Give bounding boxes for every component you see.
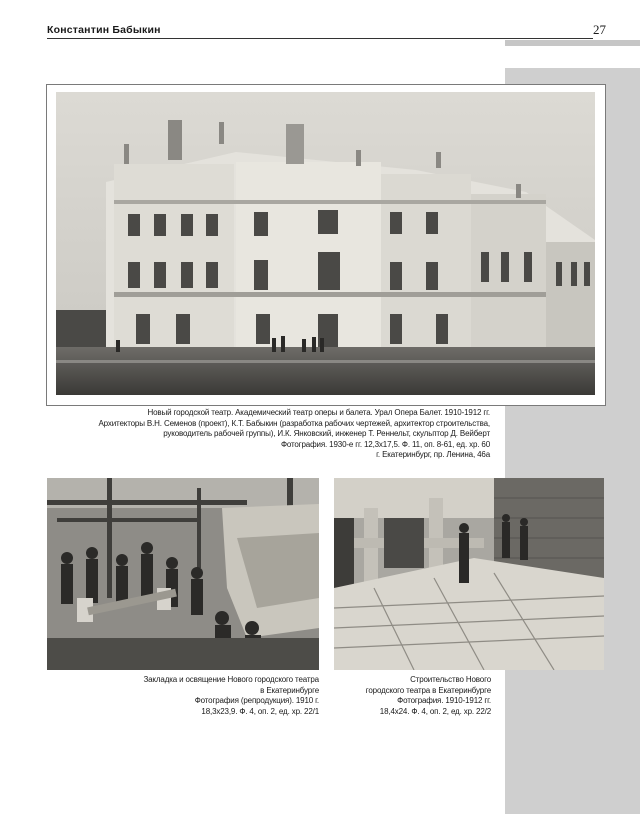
main-photo-caption	[60, 408, 490, 461]
page-number: 27	[593, 22, 606, 37]
left-photo-caption	[47, 675, 319, 717]
right-photo-caption	[334, 675, 491, 717]
caption-line: Архитекторы В.Н. Семенов (проект), К.Т. Бабыкин (разработка рабочих чертежей, архитектор строительства,	[98, 418, 490, 428]
caption-line: Фотография (репродукция). 1910 г.	[194, 696, 319, 705]
caption-line: г. Екатеринбург, пр. Ленина, 46а	[376, 450, 490, 459]
caption-line: 18,4х24. Ф. 4, оп. 2, ед. хр. 22/2	[379, 706, 491, 716]
caption-line: Новый городской театр. Академический театр оперы и балета. Урал Опера Балет. 1910-1912 гг.	[147, 408, 490, 417]
caption-line: Строительство Нового	[410, 675, 491, 684]
foundation-ceremony-photo	[47, 478, 319, 670]
margin-accent-bar	[505, 40, 640, 46]
theatre-building-photo	[56, 92, 595, 395]
left-photo	[47, 478, 319, 670]
caption-line: в Екатеринбурге	[260, 685, 319, 695]
main-photo	[56, 92, 595, 395]
construction-site-photo	[334, 478, 604, 670]
right-photo	[334, 478, 604, 670]
caption-line: Фотография. 1930-е гг. 12,3х17,5. Ф. 11, оп. 8-61, ед. хр. 60	[280, 439, 490, 449]
caption-line: городского театра в Екатеринбурге	[365, 685, 491, 695]
header-rule	[47, 38, 593, 39]
running-header-author: Константин Бабыкин	[47, 24, 161, 36]
caption-line: Закладка и освящение Нового городского театра	[143, 675, 319, 684]
caption-line: руководитель рабочей группы), И.К. Янковский, инженер Т. Реннельт, скульптор Д. Вейберт	[163, 429, 490, 438]
caption-line: Фотография. 1910-1912 гг.	[397, 696, 491, 705]
caption-line: 18,3х23,9. Ф. 4, оп. 2, ед. хр. 22/1	[201, 706, 319, 716]
